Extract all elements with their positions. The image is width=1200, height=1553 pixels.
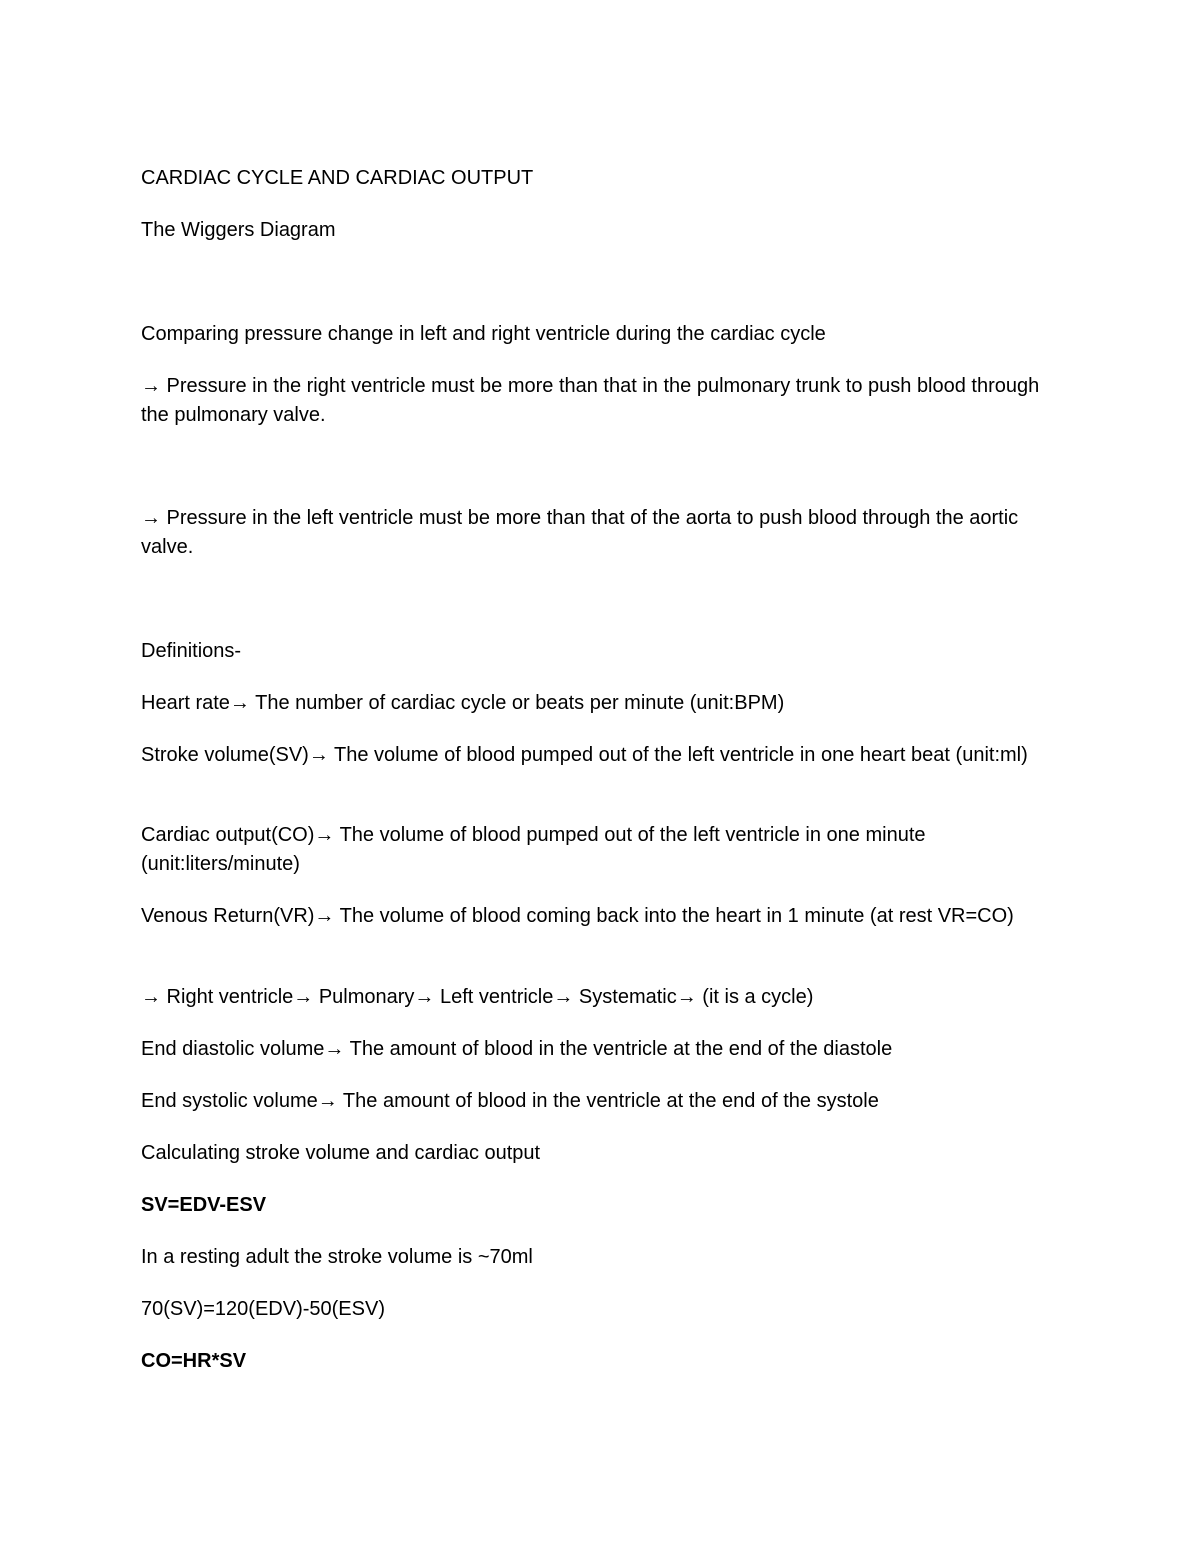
definition-heart-rate: Heart rate→ The number of cardiac cycle or beats per minute (unit:BPM) xyxy=(141,692,785,714)
definition-end-diastolic: End diastolic volume→ The amount of blood in the ventricle at the end of the diastole xyxy=(141,1038,893,1060)
definition-stroke-volume: Stroke volume(SV)→ The volume of blood pumped out of the left ventricle in one heart beat (unit:ml) xyxy=(141,744,1028,766)
document-title: CARDIAC CYCLE AND CARDIAC OUTPUT xyxy=(141,167,534,189)
definition-cardiac-output: Cardiac output(CO)→ The volume of blood pumped out of the left ventricle in one minute (unit:liters/minute) xyxy=(141,824,926,875)
definition-end-systolic: End systolic volume→ The amount of blood in the ventricle at the end of the systole xyxy=(141,1090,879,1112)
calc-heading: Calculating stroke volume and cardiac output xyxy=(141,1142,541,1164)
co-formula: CO=HR*SV xyxy=(141,1350,247,1372)
right-ventricle-note: → Pressure in the right ventricle must be more than that in the pulmonary trunk to push blood through the pulmonary valve. xyxy=(141,375,1040,426)
sv-example: 70(SV)=120(EDV)-50(ESV) xyxy=(141,1298,385,1320)
definitions-heading: Definitions- xyxy=(141,640,242,662)
document-subtitle: The Wiggers Diagram xyxy=(141,219,336,241)
comparing-heading: Comparing pressure change in left and right ventricle during the cardiac cycle xyxy=(141,323,826,345)
sv-formula: SV=EDV-ESV xyxy=(141,1194,267,1216)
left-ventricle-note: → Pressure in the left ventricle must be more than that of the aorta to push blood through the aortic valve. xyxy=(141,507,1019,558)
definition-venous-return: Venous Return(VR)→ The volume of blood coming back into the heart in 1 minute (at rest VR=CO) xyxy=(141,905,1014,927)
definition-cycle: → Right ventricle→ Pulmonary→ Left ventricle→ Systematic→ (it is a cycle) xyxy=(141,986,814,1008)
resting-note: In a resting adult the stroke volume is ~70ml xyxy=(141,1246,533,1268)
